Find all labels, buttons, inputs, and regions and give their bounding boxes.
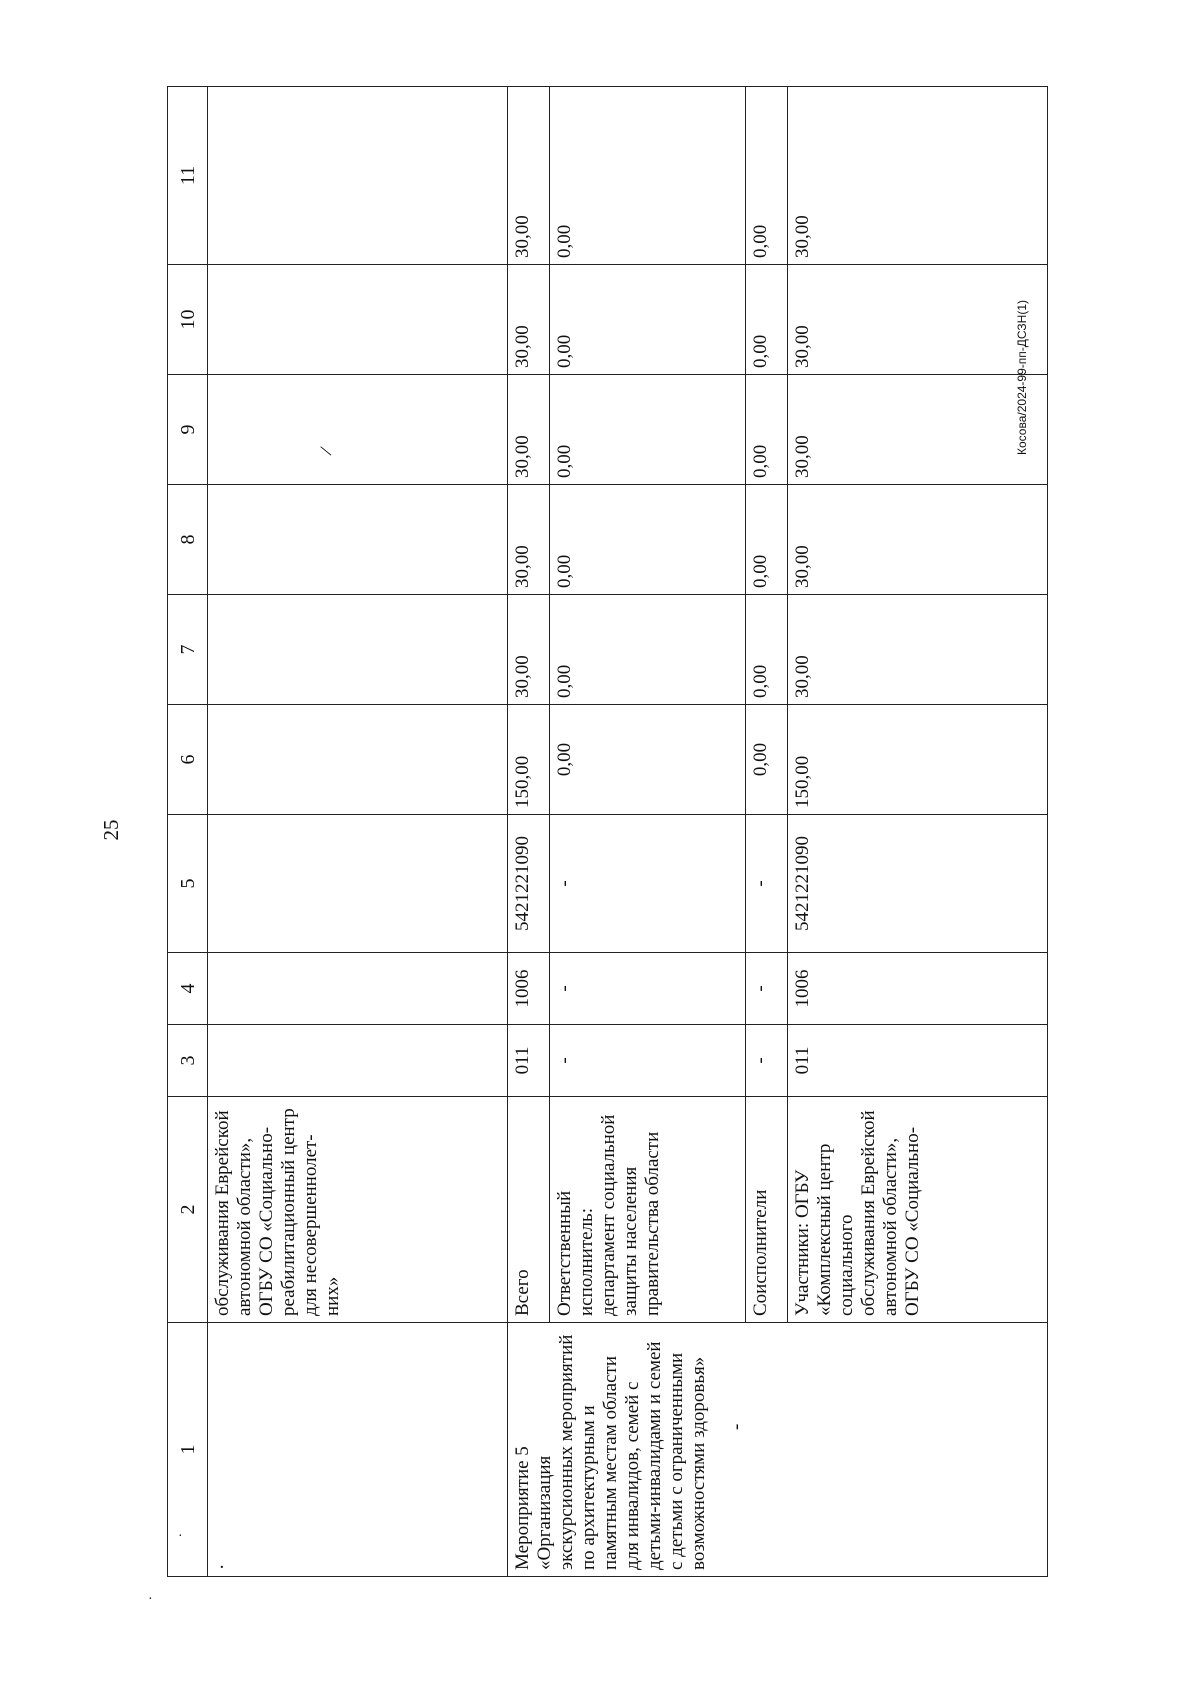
table-cell: 0,00 — [550, 265, 746, 375]
table-cell — [208, 705, 508, 815]
table-cell — [208, 1025, 508, 1097]
table-cell: 0,00 — [550, 375, 746, 485]
table-cell: 5421221090 — [508, 815, 550, 953]
table-cell — [208, 265, 508, 375]
table-cell — [208, 87, 508, 265]
stray-mark: · — [148, 1592, 153, 1607]
stray-mark: / — [315, 445, 338, 458]
table-cell: 30,00 — [788, 265, 1048, 375]
table-cell: - — [550, 815, 746, 953]
table-cell: 30,00 — [508, 265, 550, 375]
table-cell: 30,00 — [788, 595, 1048, 705]
header-cell: 4 — [168, 953, 208, 1025]
stray-mark: - — [726, 1423, 747, 1430]
table-cell — [208, 595, 508, 705]
table-cell: 1006 — [508, 953, 550, 1025]
table-cell: - — [550, 1025, 746, 1097]
table-cell: 150,00 — [788, 705, 1048, 815]
stray-mark: · — [178, 1529, 183, 1544]
table-cell — [208, 485, 508, 595]
table-cell: обслуживания Еврейской автономной области», ОГБУ СО «Социально-реабилитационный центр для несовершеннолет-них» — [208, 1097, 508, 1323]
stray-mark: · — [212, 1563, 233, 1570]
table-cell: 0,00 — [746, 375, 788, 485]
header-cell: 6 — [168, 705, 208, 815]
budget-table — [167, 86, 1048, 1577]
table-cell: - — [550, 953, 746, 1025]
table-cell: - — [746, 815, 788, 953]
header-cell: 3 — [168, 1025, 208, 1097]
table-cell: Ответственный исполнитель: департамент социальной защиты населения правительства области — [550, 1097, 746, 1323]
table-cell: 1006 — [788, 953, 1048, 1025]
table-cell: 30,00 — [788, 375, 1048, 485]
table-cell: 30,00 — [788, 87, 1048, 265]
table-cell: 0,00 — [746, 87, 788, 265]
header-cell: 7 — [168, 595, 208, 705]
table-cell: 30,00 — [508, 87, 550, 265]
header-cell: 1 — [168, 1323, 208, 1577]
table-cell — [508, 1323, 1048, 1577]
table-row — [508, 87, 550, 1577]
header-cell: 8 — [168, 485, 208, 595]
header-cell: 2 — [168, 1097, 208, 1323]
table-cell: 0,00 — [550, 595, 746, 705]
header-cell: 9 — [168, 375, 208, 485]
table-cell: Соисполнители — [746, 1097, 788, 1323]
rotated-table — [167, 87, 1047, 1577]
table-cell: 0,00 — [550, 705, 746, 815]
header-cell: 11 — [168, 87, 208, 265]
table-cell: 011 — [788, 1025, 1048, 1097]
table-cell — [208, 375, 508, 485]
table-row — [208, 87, 508, 1577]
table-cell: Участники: ОГБУ «Комплексный центр социального обслуживания Еврейской автономной области», ОГБУ СО «Социально- — [788, 1097, 1048, 1323]
measure-title: Мероприятие 5 «Организация экскурсионных мероприятий по архитектурным и памятным местам области для инвалидов, семей с детьми-инвалидами и семей с детьми с ограниченными возможностями здоровья» — [512, 1334, 709, 1570]
table-cell: - — [746, 953, 788, 1025]
header-cell: 10 — [168, 265, 208, 375]
document-id: Косова/2024-99-пп-ДСЗН(1) — [1015, 300, 1029, 455]
header-cell: 5 — [168, 815, 208, 953]
page-number: 25 — [99, 819, 123, 841]
table-cell — [208, 1323, 508, 1577]
table-cell: Всего — [508, 1097, 550, 1323]
table-cell: 011 — [508, 1025, 550, 1097]
table-cell: 5421221090 — [788, 815, 1048, 953]
table-cell: 0,00 — [550, 485, 746, 595]
table-cell: 30,00 — [508, 485, 550, 595]
table-cell — [208, 953, 508, 1025]
table-cell — [208, 815, 508, 953]
table-cell: 0,00 — [550, 87, 746, 265]
table-cell: 0,00 — [746, 265, 788, 375]
table-cell: 30,00 — [508, 595, 550, 705]
table-cell: 0,00 — [746, 705, 788, 815]
table-cell: 30,00 — [508, 375, 550, 485]
table-cell: - — [746, 1025, 788, 1097]
header-row — [168, 87, 208, 1577]
table-cell: 0,00 — [746, 485, 788, 595]
table-cell: 150,00 — [508, 705, 550, 815]
table-cell: 0,00 — [746, 595, 788, 705]
table-cell: 30,00 — [788, 485, 1048, 595]
